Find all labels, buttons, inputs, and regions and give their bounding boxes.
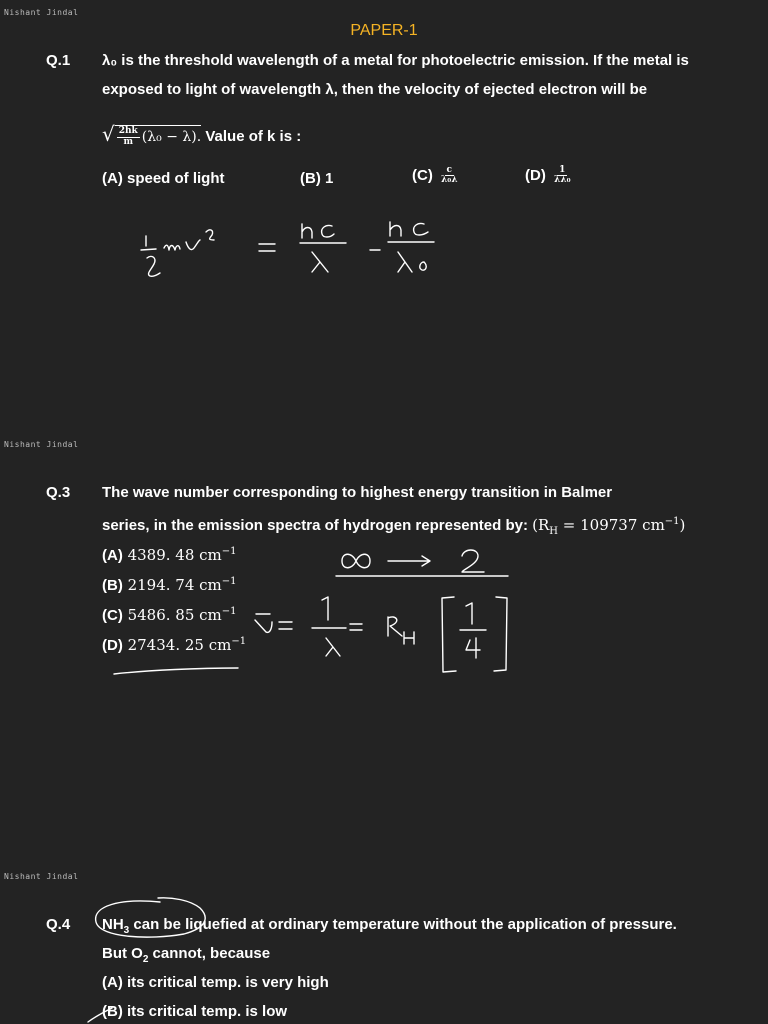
paper-title: PAPER-1 xyxy=(350,22,418,39)
option-a: (A) its critical temp. is very high xyxy=(102,974,329,991)
question-text: $NH_3$ can be liquefied at ordinary temperature without the application of pressure. xyxy=(102,916,677,936)
question-text: But $O_2$ cannot, because xyxy=(102,945,271,965)
question-number: Q.1 xyxy=(46,52,71,69)
fraction: $\frac{1}{\text{λλ₀}}$ xyxy=(554,165,571,186)
watermark: Nishant Jindal xyxy=(4,8,79,17)
annotation-kinetic-energy xyxy=(141,222,434,276)
option-a: (A) speed of light xyxy=(102,170,225,187)
option-a: (A) 4389. 48 $cm^{-1}$ xyxy=(102,546,237,564)
watermark: Nishant Jindal xyxy=(4,440,79,449)
question-formula: √ $\frac{2hk}{m}$ (λ₀ − λ). Value of k is : xyxy=(102,122,302,147)
annotation-transition xyxy=(336,550,508,576)
option-c: (C) 5486. 85 $cm^{-1}$ xyxy=(102,606,237,624)
sqrt-sign: √ xyxy=(102,122,115,146)
option-d: (D) 27434. 25 $cm^{-1}$ xyxy=(102,636,247,654)
option-c: (C) $\frac{c}{\text{λ₀λ}}$ xyxy=(412,165,458,186)
annotation-underline xyxy=(114,668,238,674)
question-text: λ₀ is the threshold wavelength of a metal for photoelectric emission. If the metal is xyxy=(102,52,689,69)
question-text: series, in the emission spectra of hydrogen represented by: ($R_H = 109737$ $cm^{-1}$) xyxy=(102,516,686,537)
fraction: $\frac{c}{\text{λ₀λ}}$ xyxy=(441,165,458,186)
watermark: Nishant Jindal xyxy=(4,872,79,881)
fraction: $\frac{2hk}{m}$ xyxy=(118,126,138,147)
question-number: Q.3 xyxy=(46,484,71,501)
question-number: Q.4 xyxy=(46,916,71,933)
option-b: (B) 2194. 74 $cm^{-1}$ xyxy=(102,576,237,594)
question-text: The wave number corresponding to highest energy transition in Balmer xyxy=(102,484,613,501)
rydberg-constant: ($R_H = 109737$ $cm^{-1}$) xyxy=(532,516,686,537)
option-d: (D) $\frac{1}{\text{λλ₀}}$ xyxy=(525,165,571,186)
option-b: (B) its critical temp. is low xyxy=(102,1003,288,1020)
annotation-wavenumber xyxy=(255,597,507,672)
option-b: (B) 1 xyxy=(300,170,334,187)
question-text: exposed to light of wavelength λ, then the velocity of ejected electron will be xyxy=(102,81,648,98)
